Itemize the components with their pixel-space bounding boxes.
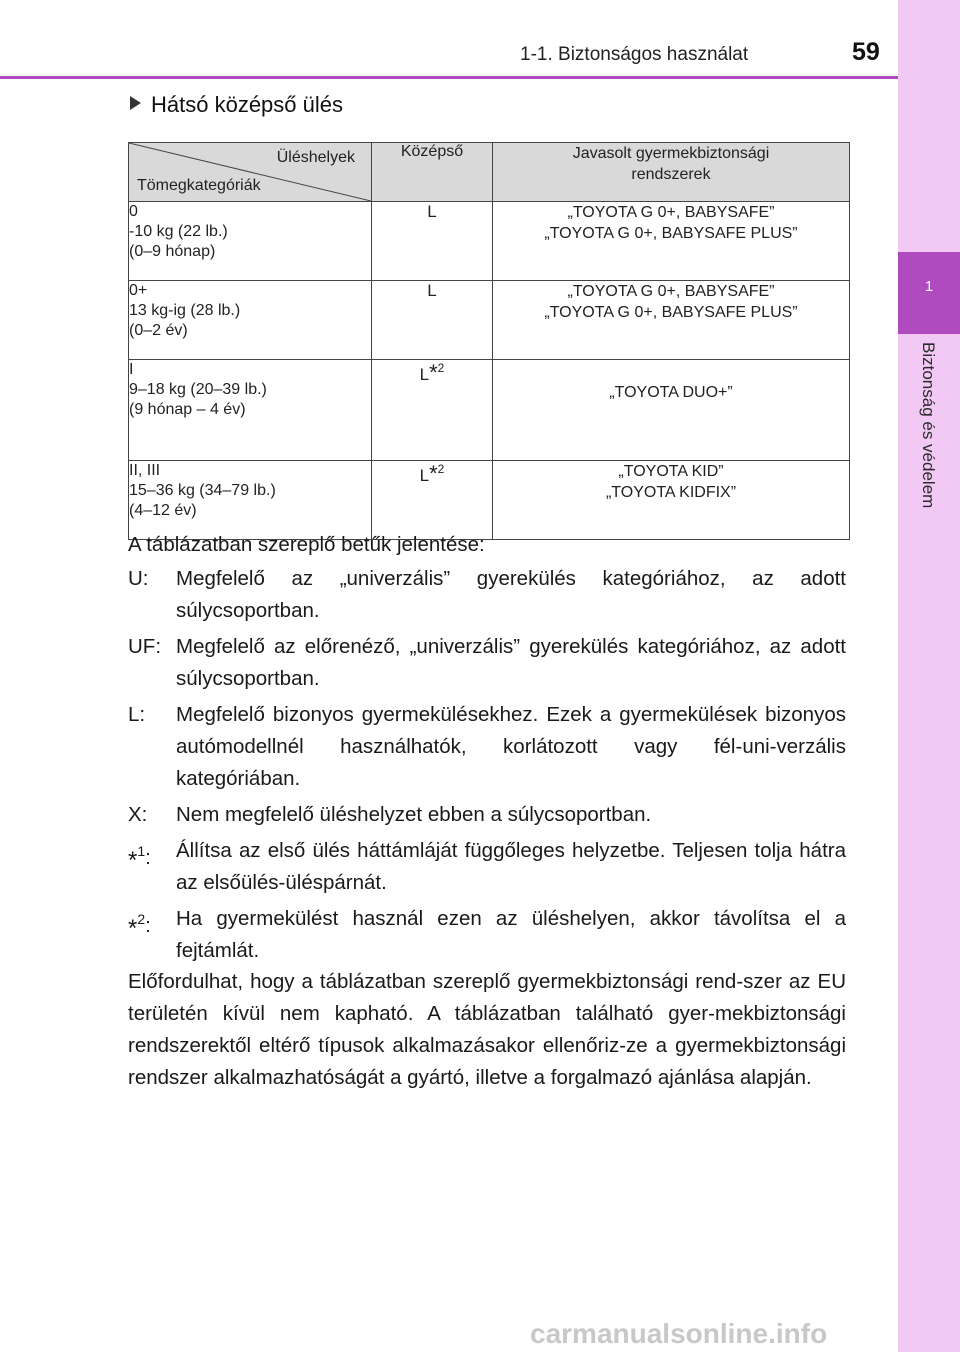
category-age: (0–9 hónap) bbox=[129, 243, 216, 260]
definition-text: Megfelelő az „univerzális” gyerekülés kategóriához, az adott súlycsoportban. bbox=[176, 567, 846, 622]
footnote-text: Állítsa az első ülés háttámláját függőleges helyzetbe. Teljesen tolja hátra az elsőülés-üléspárnát. bbox=[176, 839, 846, 894]
table-row bbox=[129, 202, 850, 281]
chapter-title: Biztonság és védelem bbox=[919, 342, 938, 509]
middle-seat-cell bbox=[372, 281, 493, 360]
definition-key: X: bbox=[128, 803, 148, 826]
header-rule bbox=[0, 76, 898, 79]
heading-text: Hátsó középső ülés bbox=[151, 92, 343, 117]
category-age: (4–12 év) bbox=[129, 502, 197, 519]
definition-item bbox=[128, 563, 846, 627]
definition-text: Megfelelő az előrenéző, „univerzális” gyerekülés kategóriához, az adott súlycsoportban. bbox=[176, 635, 846, 690]
category-label: 0+ bbox=[129, 282, 148, 299]
legend-intro: A táblázatban szereplő betűk jelentése: bbox=[128, 533, 485, 556]
category-weight: -10 kg (22 lb.) bbox=[129, 223, 228, 240]
header-recommended bbox=[493, 143, 850, 202]
middle-seat-cell bbox=[372, 360, 493, 461]
diagonal-header-cell bbox=[129, 143, 372, 202]
recommended-line: „TOYOTA DUO+” bbox=[609, 384, 733, 401]
definition-key: U: bbox=[128, 567, 149, 590]
footnote-key: *$^1$: bbox=[128, 843, 151, 874]
footnote-item bbox=[128, 903, 846, 967]
definition-item bbox=[128, 699, 846, 795]
header-seat-positions: Üléshelyek bbox=[276, 149, 355, 166]
footnote-text: Ha gyermekülést használ ezen az üléshelyen, akkor távolítsa el a fejtámlát. bbox=[176, 907, 846, 962]
recommended-line: „TOYOTA G 0+, BABYSAFE” bbox=[567, 283, 775, 300]
definition-key: UF: bbox=[128, 635, 162, 658]
weight-category-cell bbox=[129, 202, 372, 281]
chapter-number: 1 bbox=[898, 252, 960, 334]
recommended-cell bbox=[493, 202, 850, 281]
page-number: 59 bbox=[852, 38, 880, 66]
table-row bbox=[129, 360, 850, 461]
weight-category-cell bbox=[129, 281, 372, 360]
closing-paragraph: Előfordulhat, hogy a táblázatban szereplő gyermekbiztonsági rend-szer az EU területén kívül nem kapható. A táblázatban található gyer-mekbiztonsági rendszerektől eltérő típusok alkalmazásakor ellenőriz-ze a gyermekbiztonsági rendszer alkalmazhatóságát a gyártó, illetve a forgalmazó ajánlása alapján. bbox=[128, 970, 846, 1089]
footnote-ref: 2 bbox=[437, 462, 445, 476]
header-recommended-line2: rendszerek bbox=[631, 166, 711, 183]
middle-seat-cell bbox=[372, 202, 493, 281]
definition-item bbox=[128, 799, 846, 831]
asterisk-icon: * bbox=[128, 915, 138, 942]
recommended-cell bbox=[493, 360, 850, 461]
category-weight: 13 kg-ig (28 lb.) bbox=[129, 302, 241, 319]
asterisk-icon: * bbox=[429, 360, 438, 385]
subsection-heading bbox=[130, 92, 343, 118]
category-weight: 15–36 kg (34–79 lb.) bbox=[129, 482, 276, 499]
category-age: (0–2 év) bbox=[129, 322, 188, 339]
recommended-line: „TOYOTA G 0+, BABYSAFE PLUS” bbox=[544, 225, 798, 242]
recommended-cell bbox=[493, 461, 850, 540]
section-title: 1-1. Biztonságos használat bbox=[520, 44, 749, 65]
header-middle: Középső bbox=[372, 143, 493, 202]
table-row bbox=[129, 281, 850, 360]
child-seat-table bbox=[128, 142, 850, 540]
recommended-line: „TOYOTA G 0+, BABYSAFE” bbox=[567, 204, 775, 221]
footnote-ref: 2 bbox=[437, 361, 445, 375]
category-label: 0 bbox=[129, 203, 138, 220]
definition-key: L: bbox=[128, 703, 146, 726]
asterisk-icon: * bbox=[128, 847, 138, 874]
middle-value: L bbox=[427, 202, 437, 221]
definition-text: Nem megfelelő üléshelyzet ebben a súlycsoportban. bbox=[176, 803, 652, 826]
table-row bbox=[129, 461, 850, 540]
middle-value: L bbox=[419, 466, 430, 485]
middle-seat-cell bbox=[372, 461, 493, 540]
watermark: carmanualsonline.info bbox=[530, 1318, 828, 1349]
recommended-cell bbox=[493, 281, 850, 360]
category-age: (9 hónap – 4 év) bbox=[129, 401, 246, 418]
middle-value: L bbox=[419, 365, 430, 384]
header-weight-categories: Tömegkategóriák bbox=[137, 177, 261, 194]
recommended-line: „TOYOTA G 0+, BABYSAFE PLUS” bbox=[544, 304, 798, 321]
footnote-key: *$^2$: bbox=[128, 911, 151, 942]
category-label: I bbox=[129, 361, 134, 378]
footnote-number: 2 bbox=[137, 911, 146, 927]
footnote-item bbox=[128, 835, 846, 899]
definition-text: Megfelelő bizonyos gyermekülésekhez. Ezek a gyermekülések bizonyos autómodellnél használhatók, korlátozott vagy fél-uni-verzális kategóriában. bbox=[176, 703, 846, 790]
weight-category-cell bbox=[129, 461, 372, 540]
asterisk-icon: * bbox=[429, 461, 438, 486]
weight-category-cell bbox=[129, 360, 372, 461]
middle-value: L bbox=[427, 281, 437, 300]
triangle-bullet-icon bbox=[130, 96, 141, 110]
chapter-side-tab bbox=[898, 0, 960, 1352]
category-weight: 9–18 kg (20–39 lb.) bbox=[129, 381, 267, 398]
recommended-line: „TOYOTA KIDFIX” bbox=[605, 484, 737, 501]
definition-item bbox=[128, 631, 846, 695]
category-label: II, III bbox=[129, 462, 161, 479]
recommended-line: „TOYOTA KID” bbox=[618, 463, 724, 480]
header-recommended-line1: Javasolt gyermekbiztonsági bbox=[572, 145, 770, 162]
footnote-number: 1 bbox=[137, 843, 146, 859]
definitions-list bbox=[128, 563, 846, 971]
